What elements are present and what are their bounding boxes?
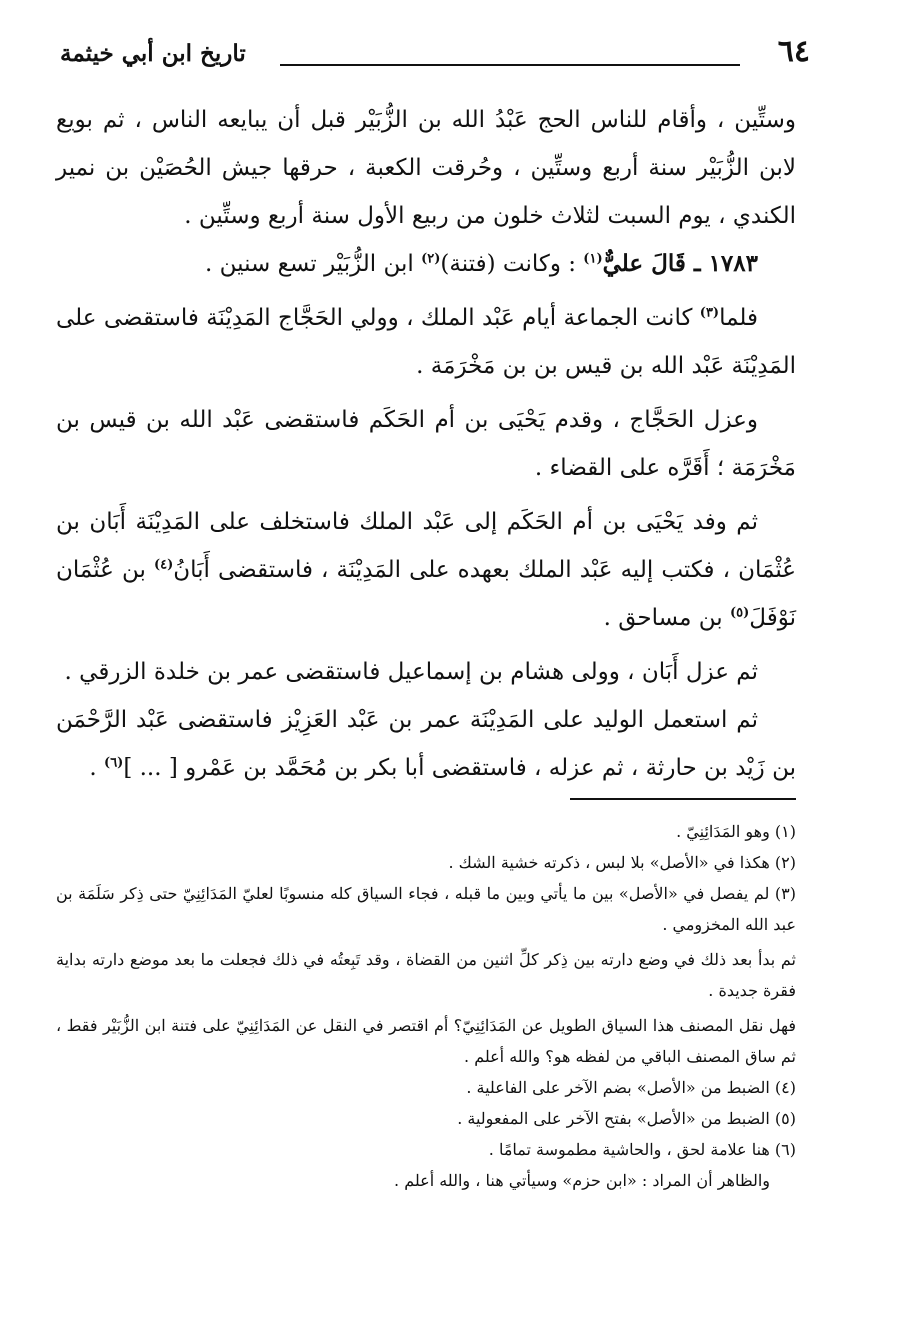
footnote-ref-4: (٤) bbox=[153, 557, 174, 573]
footnote-1: (١) وهو المَدَائِنِيّ . bbox=[676, 822, 796, 841]
paragraph-3-start: فلما bbox=[719, 305, 758, 331]
header-rule bbox=[280, 64, 740, 66]
footnote-2: (٢) هكذا في «الأصل» بلا لبس ، ذكرته خشية الشك . bbox=[448, 853, 796, 872]
footnote-3: (٣) لم يفصل في «الأصل» بين ما يأتي وبين ما قبله ، فجاء السياق كله منسوبًا لعليّ المَدَائِنِيّ حتى ذِكر سَلَمَة بن عبد الله المخزومي . bbox=[56, 884, 796, 934]
paragraph-7-a: ثم استعمل الوليد على المَدِيْنَة عمر بن عَبْد العَزِيْز فاستقضى عَبْد الرَّحْمَن بن زَيْد بن حارثة ، ثم عزله ، فاستقضى أبا بكر بن مُحَمَّد بن عَمْرو [ ... ] bbox=[56, 707, 796, 781]
paragraph-4: وعزل الحَجَّاج ، وقدم يَحْيَى بن أم الحَكَم فاستقضى عَبْد الله بن قيس بن مَخْرَمَة ؛ أَقَرَّه على القضاء . bbox=[56, 407, 796, 481]
entry-text-end: ابن الزُّبَيْر تسع سنين . bbox=[205, 251, 422, 277]
footnote-3-continuation-2: فهل نقل المصنف هذا السياق الطويل عن المَدَائِنِيّ؟ أم اقتصر في النقل عن المَدَائِنِيّ على فتنة ابن الزُّبَيْر فقط ، ثم ساق المصنف الباقي من لفظه هو؟ والله أعلم . bbox=[56, 1016, 796, 1066]
entry-text-mid: : وكانت (فتنة) bbox=[440, 251, 584, 277]
paragraph-5-a: ثم وفد يَحْيَى بن أم الحَكَم إلى عَبْد الملك فاستخلف على المَدِيْنَة أَبَان بن عُثْمَان ، فكتب إليه عَبْد الملك بعهده على المَدِيْنَة ، فاستقضى أَبَانُ bbox=[56, 509, 796, 583]
paragraph-3 bbox=[56, 294, 796, 390]
footnote-ref-2: (٢) bbox=[421, 251, 441, 267]
paragraph-6: ثم عزل أَبَان ، وولى هشام بن إسماعيل فاستقضى عمر بن خلدة الزرقي . bbox=[64, 659, 758, 685]
paragraph-1: وستِّين ، وأقام للناس الحج عَبْدُ الله بن الزُّبَيْر قبل أن يبايعه الناس ، ثم بويع لابن الزُّبَيْر سنة أربع وستِّين ، وحُرقت الكعبة ، حرقها جيش الحُصَيْن بن نمير الكندي ، يوم السبت لثلاث خلون من ربيع الأول سنة أربع وستِّين . bbox=[56, 107, 796, 229]
paragraph-entry-1783 bbox=[56, 240, 796, 288]
paragraph-7-b: . bbox=[89, 755, 105, 781]
paragraph-5-c: بن مساحق . bbox=[603, 605, 730, 631]
page-number: ٦٤ bbox=[777, 34, 810, 69]
footnote-3-continuation-1: ثم بدأ بعد ذلك في وضع دارته بين ذِكر كلِّ اثنين من القضاة ، وقد تَبِعتُه في ذلك فجعلت ما بعد موضع دارته بداية فقرة جديدة . bbox=[56, 950, 796, 1000]
footnote-4: (٤) الضبط من «الأصل» بضم الآخر على الفاعلية . bbox=[466, 1078, 796, 1097]
paragraph-5-b: بن عُثْمَان نَوْفَلَ bbox=[56, 557, 796, 631]
footnote-ref-3: (٣) bbox=[699, 305, 720, 321]
footnote-ref-6: (٦) bbox=[104, 755, 124, 771]
paragraph-7 bbox=[56, 696, 796, 792]
paragraph-5 bbox=[56, 498, 796, 642]
footnote-ref-5: (٥) bbox=[730, 605, 750, 621]
footnotes bbox=[56, 816, 796, 1196]
footnote-5: (٥) الضبط من «الأصل» بفتح الآخر على المفعولية . bbox=[457, 1109, 796, 1128]
paragraph-3-rest: كانت الجماعة أيام عَبْد الملك ، وولي الحَجَّاج المَدِيْنَة فاستقضى على المَدِيْنَة عَبْد الله بن قيس بن بن مَخْرَمَة . bbox=[56, 305, 796, 379]
footnote-separator bbox=[570, 798, 796, 800]
footnote-6-continuation: والظاهر أن المراد : «ابن حزم» وسيأتي هنا ، والله أعلم . bbox=[394, 1171, 770, 1190]
main-text bbox=[56, 96, 796, 792]
footnote-ref-1: (١) bbox=[583, 251, 603, 267]
footnote-6: (٦) هنا علامة لحق ، والحاشية مطموسة تمامًا . bbox=[488, 1140, 796, 1159]
running-title: تاريخ ابن أبي خيثمة bbox=[60, 40, 246, 67]
entry-number-label: ١٧٨٣ ـ قَالَ عليٌّ bbox=[602, 250, 758, 277]
page-header bbox=[60, 34, 810, 84]
